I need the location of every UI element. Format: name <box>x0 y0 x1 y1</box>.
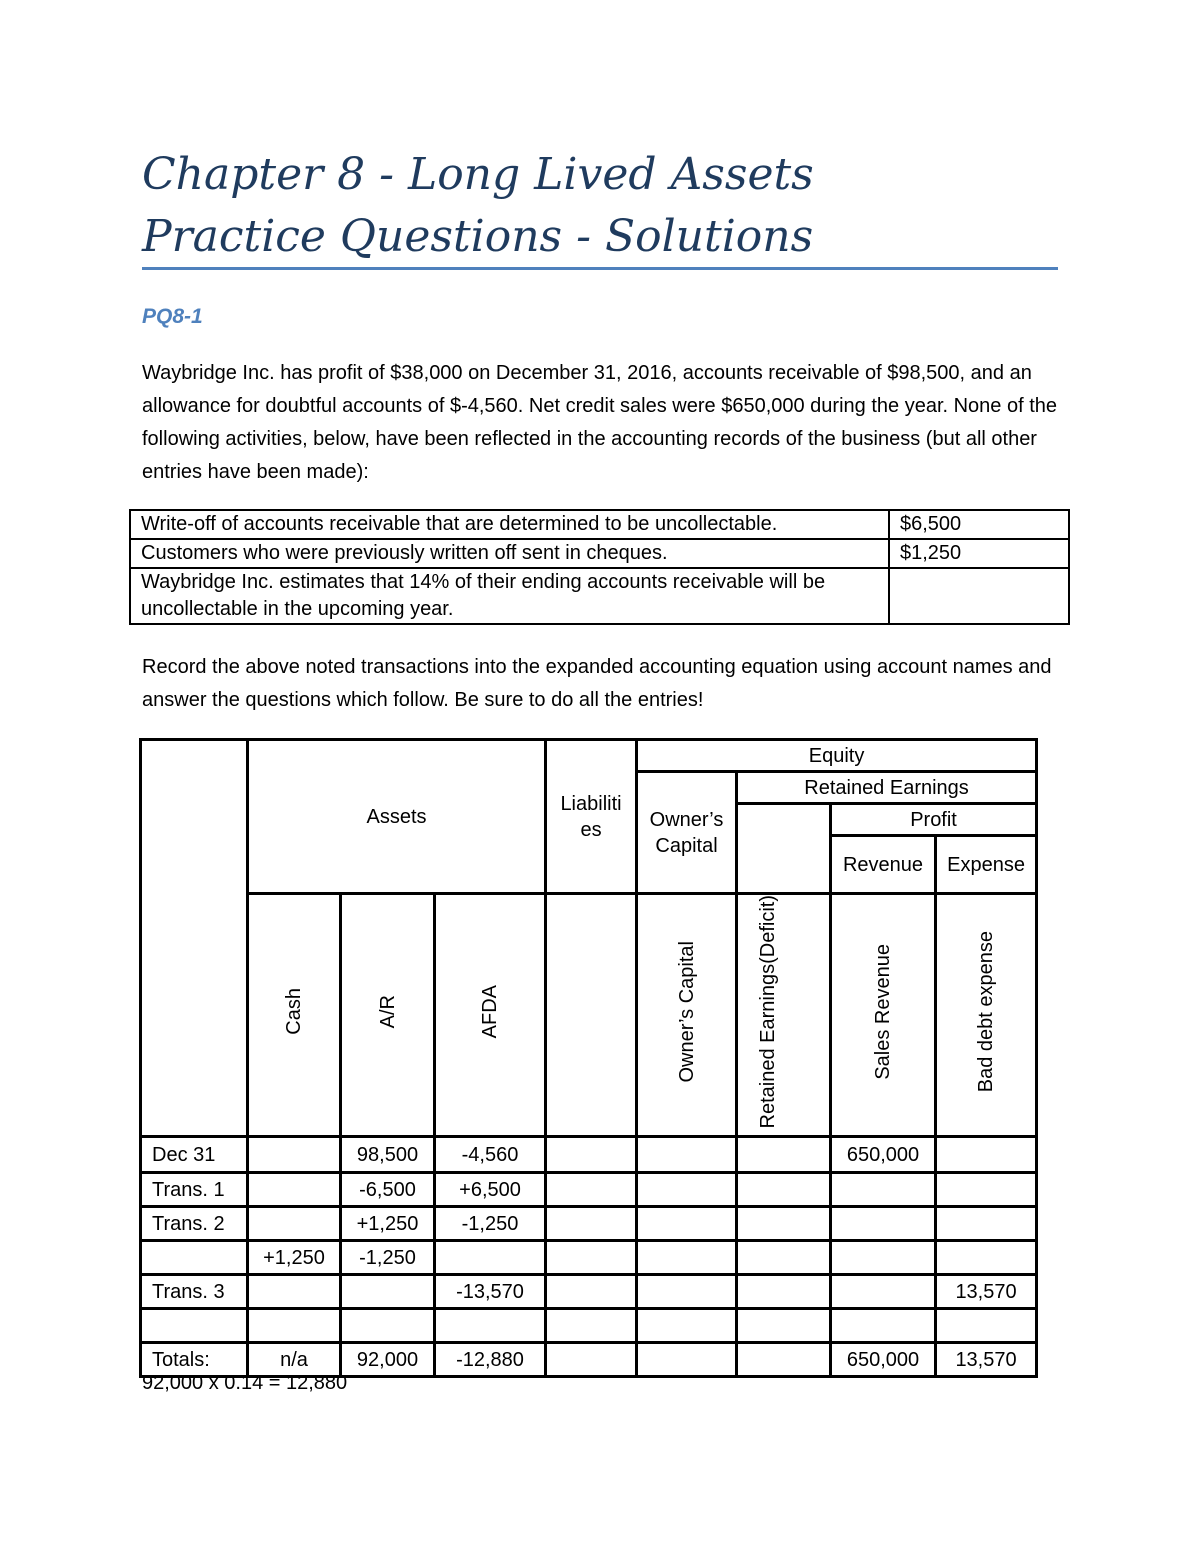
column-retained-earnings <box>737 894 831 1137</box>
table-cell <box>936 1173 1037 1207</box>
row-label-header <box>141 740 248 1137</box>
title-divider <box>142 267 1058 270</box>
column-afda-label: AFDA <box>479 985 501 1039</box>
activities-table <box>129 509 1070 625</box>
table-row <box>141 1207 1037 1241</box>
table-cell <box>936 1207 1037 1241</box>
activity-amount <box>889 568 1069 624</box>
activity-row <box>130 539 1069 568</box>
table-cell <box>737 1137 831 1173</box>
table-cell: +1,250 <box>341 1207 435 1241</box>
expense-header: Expense <box>936 836 1037 894</box>
table-cell: -4,560 <box>435 1137 546 1173</box>
row-label <box>141 1241 248 1275</box>
retained-earnings-blank <box>737 804 831 894</box>
page-title <box>142 144 1058 268</box>
liabilities-header: Liabiliti es <box>546 740 637 894</box>
column-cash-label: Cash <box>283 988 305 1036</box>
table-cell <box>435 1241 546 1275</box>
title-line-1: Chapter 8 - Long Lived Assets <box>142 149 814 200</box>
table-cell: -1,250 <box>435 1207 546 1241</box>
revenue-header: Revenue <box>831 836 936 894</box>
column-liabilities <box>546 894 637 1137</box>
activity-amount: $6,500 <box>889 510 1069 539</box>
table-cell <box>831 1173 936 1207</box>
activity-description: Customers who were previously written off sent in cheques. <box>130 539 889 568</box>
profit-header: Profit <box>831 804 1037 836</box>
table-cell <box>831 1309 936 1343</box>
accounting-equation-table <box>139 738 1038 1378</box>
table-cell <box>936 1137 1037 1173</box>
assets-header: Assets <box>248 740 546 894</box>
column-ar-label: A/R <box>376 995 399 1029</box>
table-cell: n/a <box>248 1343 341 1377</box>
table-cell <box>737 1343 831 1377</box>
table-cell: 98,500 <box>341 1137 435 1173</box>
table-cell: +1,250 <box>248 1241 341 1275</box>
row-label: Trans. 3 <box>141 1275 248 1309</box>
row-label: Totals: <box>141 1343 248 1377</box>
activity-description: Write-off of accounts receivable that are determined to be uncollectable. <box>130 510 889 539</box>
table-cell <box>737 1275 831 1309</box>
table-cell <box>546 1173 637 1207</box>
table-cell: 13,570 <box>936 1275 1037 1309</box>
table-cell <box>248 1173 341 1207</box>
table-cell <box>637 1309 737 1343</box>
table-cell: -12,880 <box>435 1343 546 1377</box>
table-cell <box>546 1343 637 1377</box>
table-cell <box>248 1275 341 1309</box>
table-cell <box>341 1309 435 1343</box>
table-cell <box>248 1309 341 1343</box>
column-bad-debt-expense-label: Bad debt expense <box>975 931 998 1093</box>
activity-row <box>130 568 1069 624</box>
table-cell <box>546 1207 637 1241</box>
table-row <box>141 1137 1037 1173</box>
column-retained-earnings-label: Retained Earnings(Deficit) <box>756 895 779 1129</box>
title-line-2: Practice Questions - Solutions <box>142 211 814 262</box>
table-cell <box>637 1137 737 1173</box>
table-cell <box>637 1207 737 1241</box>
table-cell: -6,500 <box>341 1173 435 1207</box>
table-cell <box>546 1275 637 1309</box>
table-cell <box>546 1241 637 1275</box>
table-cell: -13,570 <box>435 1275 546 1309</box>
activity-amount: $1,250 <box>889 539 1069 568</box>
activity-row <box>130 510 1069 539</box>
table-cell: 650,000 <box>831 1137 936 1173</box>
owners-capital-header: Owner’s Capital <box>637 772 737 894</box>
table-cell <box>831 1241 936 1275</box>
column-ar <box>341 894 435 1137</box>
table-row <box>141 1275 1037 1309</box>
table-cell <box>546 1137 637 1173</box>
table-cell: +6,500 <box>435 1173 546 1207</box>
table-row <box>141 1309 1037 1343</box>
question-label: PQ8-1 <box>142 305 203 328</box>
column-owners-capital-label: Owner’s Capital <box>675 940 698 1083</box>
calculation-note: 92,000 x 0.14 = 12,880 <box>142 1372 348 1394</box>
activity-description: Waybridge Inc. estimates that 14% of their ending accounts receivable will be uncollectable in the upcoming year. <box>130 568 889 624</box>
table-cell: 92,000 <box>341 1343 435 1377</box>
table-cell <box>248 1207 341 1241</box>
table-cell <box>546 1309 637 1343</box>
table-cell <box>737 1241 831 1275</box>
retained-earnings-header: Retained Earnings <box>737 772 1037 804</box>
table-row <box>141 1241 1037 1275</box>
table-cell <box>637 1275 737 1309</box>
column-sales-revenue-label: Sales Revenue <box>872 943 895 1080</box>
row-label: Dec 31 <box>141 1137 248 1173</box>
column-afda <box>435 894 546 1137</box>
column-owners-capital <box>637 894 737 1137</box>
table-cell <box>936 1241 1037 1275</box>
table-cell <box>248 1137 341 1173</box>
table-cell <box>341 1275 435 1309</box>
table-cell: 13,570 <box>936 1343 1037 1377</box>
table-cell <box>435 1309 546 1343</box>
table-cell <box>737 1173 831 1207</box>
table-cell <box>737 1309 831 1343</box>
row-label: Trans. 2 <box>141 1207 248 1241</box>
table-cell <box>936 1309 1037 1343</box>
column-bad-debt-expense <box>936 894 1037 1137</box>
column-cash <box>248 894 341 1137</box>
intro-paragraph: Waybridge Inc. has profit of $38,000 on December 31, 2016, accounts receivable of $98,500, and an allowance for doubtful accounts of $-4,560. Net credit sales were $650,000 during the year. None of the following activities, below, have been reflected in the accounting records of the business (but all other entries have been made): <box>142 362 1058 483</box>
table-cell <box>637 1173 737 1207</box>
table-cell <box>831 1275 936 1309</box>
table-cell <box>737 1207 831 1241</box>
table-cell <box>831 1207 936 1241</box>
instruction-paragraph: Record the above noted transactions into the expanded accounting equation using account names and answer the questions which follow. Be sure to do all the entries! <box>142 656 1052 711</box>
row-label: Trans. 1 <box>141 1173 248 1207</box>
table-row <box>141 1173 1037 1207</box>
column-sales-revenue <box>831 894 936 1137</box>
row-label <box>141 1309 248 1343</box>
table-cell: 650,000 <box>831 1343 936 1377</box>
table-cell: -1,250 <box>341 1241 435 1275</box>
table-cell <box>637 1241 737 1275</box>
table-cell <box>637 1343 737 1377</box>
equity-header: Equity <box>637 740 1037 772</box>
